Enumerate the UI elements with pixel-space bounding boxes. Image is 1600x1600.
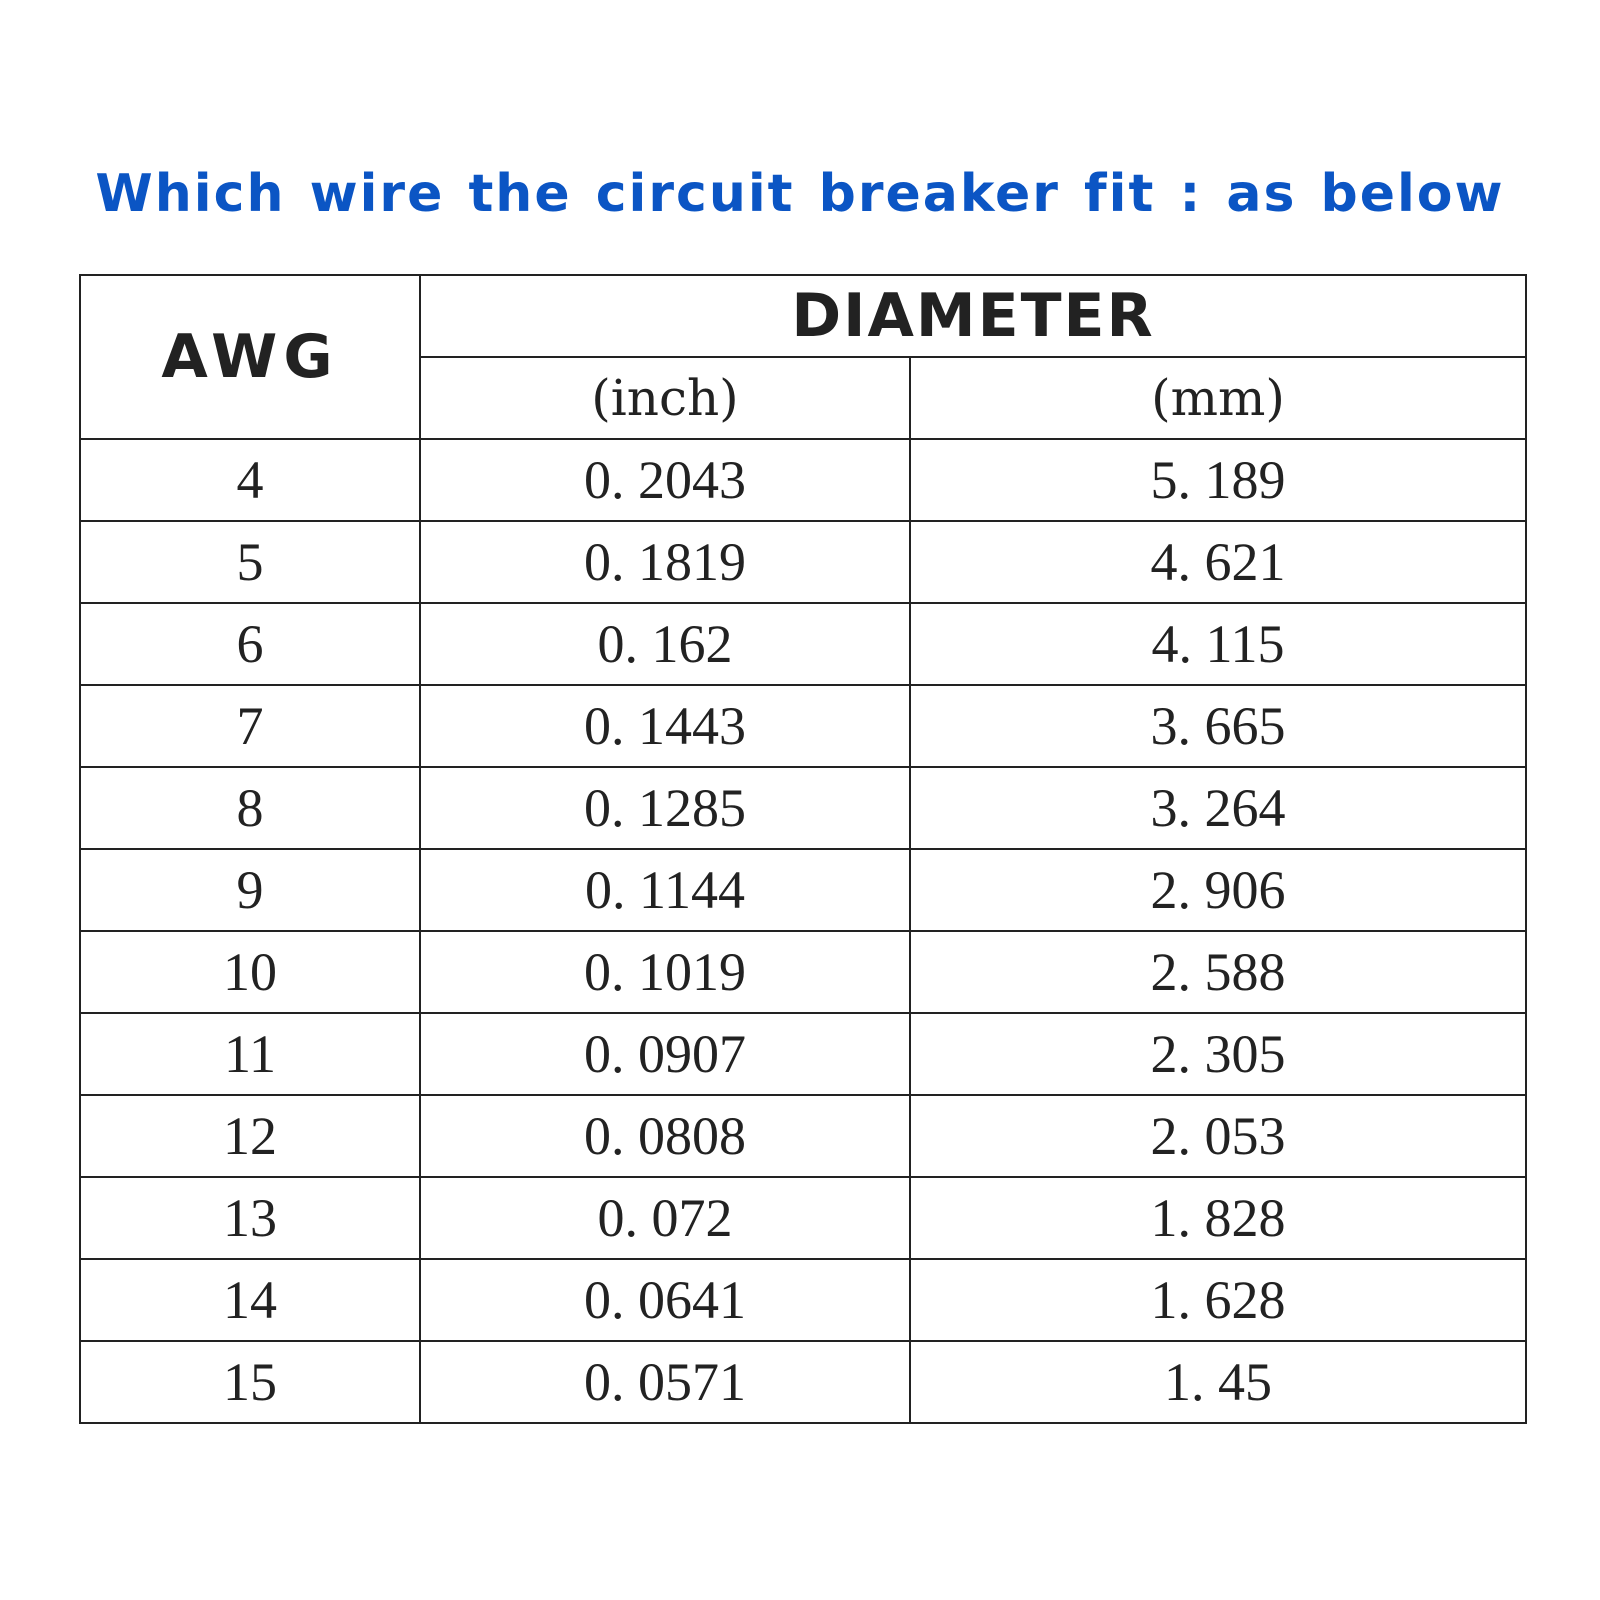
table-row <box>80 439 1526 521</box>
table-row <box>80 931 1526 1013</box>
cell-inch <box>420 767 910 849</box>
cell-awg <box>80 521 420 603</box>
cell-mm-value: 2. 906 <box>1150 860 1286 920</box>
cell-mm-value: 2. 053 <box>1150 1106 1286 1166</box>
cell-awg-value: 13 <box>223 1188 277 1248</box>
cell-inch-value: 0. 1019 <box>584 942 746 1002</box>
cell-awg <box>80 439 420 521</box>
table-row <box>80 685 1526 767</box>
cell-mm <box>910 1095 1526 1177</box>
cell-mm-value: 4. 115 <box>1151 614 1285 674</box>
cell-awg-value: 12 <box>223 1106 277 1166</box>
cell-mm-value: 4. 621 <box>1150 532 1286 592</box>
table-row <box>80 1177 1526 1259</box>
cell-mm <box>910 1259 1526 1341</box>
cell-inch <box>420 1341 910 1423</box>
table-row <box>80 1095 1526 1177</box>
cell-awg-value: 15 <box>223 1352 277 1412</box>
cell-awg <box>80 767 420 849</box>
table-row <box>80 521 1526 603</box>
cell-mm-value: 3. 264 <box>1150 778 1286 838</box>
cell-mm <box>910 1013 1526 1095</box>
header-awg: AWG <box>80 275 420 439</box>
cell-awg <box>80 685 420 767</box>
cell-mm <box>910 439 1526 521</box>
cell-inch-value: 0. 0571 <box>584 1352 746 1412</box>
cell-awg-value: 6 <box>236 614 264 674</box>
cell-mm <box>910 521 1526 603</box>
header-diameter: DIAMETER <box>420 275 1526 357</box>
cell-inch-value: 0. 1819 <box>584 532 746 592</box>
header-unit-mm: (mm) <box>910 357 1526 439</box>
cell-inch <box>420 521 910 603</box>
cell-mm-value: 2. 588 <box>1150 942 1286 1002</box>
cell-awg-value: 5 <box>236 532 264 592</box>
cell-inch-value: 0. 1144 <box>585 860 745 920</box>
cell-inch-value: 0. 0907 <box>584 1024 746 1084</box>
header-row-top <box>80 275 1526 357</box>
cell-awg-value: 10 <box>223 942 277 1002</box>
table-row <box>80 849 1526 931</box>
cell-mm-value: 1. 828 <box>1150 1188 1286 1248</box>
cell-mm <box>910 685 1526 767</box>
cell-inch <box>420 603 910 685</box>
cell-awg-value: 4 <box>236 450 264 510</box>
cell-awg <box>80 1259 420 1341</box>
cell-inch <box>420 1095 910 1177</box>
table-row <box>80 1259 1526 1341</box>
cell-awg <box>80 603 420 685</box>
cell-inch-value: 0. 2043 <box>584 450 746 510</box>
cell-awg-value: 9 <box>236 860 264 920</box>
cell-inch-value: 0. 1443 <box>584 696 746 756</box>
cell-mm <box>910 603 1526 685</box>
cell-inch <box>420 849 910 931</box>
cell-awg <box>80 931 420 1013</box>
cell-mm <box>910 1177 1526 1259</box>
header-unit-inch: (inch) <box>420 357 910 439</box>
cell-inch <box>420 1259 910 1341</box>
cell-awg <box>80 849 420 931</box>
table-row <box>80 767 1526 849</box>
cell-mm-value: 2. 305 <box>1150 1024 1286 1084</box>
cell-inch <box>420 931 910 1013</box>
cell-awg <box>80 1095 420 1177</box>
table-body <box>80 439 1526 1423</box>
cell-inch <box>420 685 910 767</box>
cell-mm <box>910 767 1526 849</box>
cell-inch-value: 0. 072 <box>597 1188 733 1248</box>
cell-inch-value: 0. 0641 <box>584 1270 746 1330</box>
cell-awg <box>80 1013 420 1095</box>
cell-mm-value: 5. 189 <box>1150 450 1286 510</box>
cell-awg-value: 14 <box>223 1270 277 1330</box>
awg-diameter-table <box>79 274 1527 1424</box>
cell-awg-value: 8 <box>236 778 264 838</box>
cell-mm-value: 3. 665 <box>1150 696 1286 756</box>
table-row <box>80 1013 1526 1095</box>
cell-inch-value: 0. 0808 <box>584 1106 746 1166</box>
cell-inch-value: 0. 1285 <box>584 778 746 838</box>
cell-mm <box>910 1341 1526 1423</box>
table-row <box>80 1341 1526 1423</box>
cell-awg-value: 7 <box>236 696 264 756</box>
table-row <box>80 603 1526 685</box>
cell-inch <box>420 1013 910 1095</box>
cell-awg-value: 11 <box>224 1024 276 1084</box>
cell-awg <box>80 1177 420 1259</box>
cell-inch-value: 0. 162 <box>597 614 733 674</box>
cell-mm <box>910 931 1526 1013</box>
cell-inch <box>420 1177 910 1259</box>
cell-inch <box>420 439 910 521</box>
cell-mm-value: 1. 628 <box>1150 1270 1286 1330</box>
cell-mm-value: 1. 45 <box>1164 1352 1272 1412</box>
cell-awg <box>80 1341 420 1423</box>
page-title: Which wire the circuit breaker fit : as below <box>95 164 1505 224</box>
cell-mm <box>910 849 1526 931</box>
